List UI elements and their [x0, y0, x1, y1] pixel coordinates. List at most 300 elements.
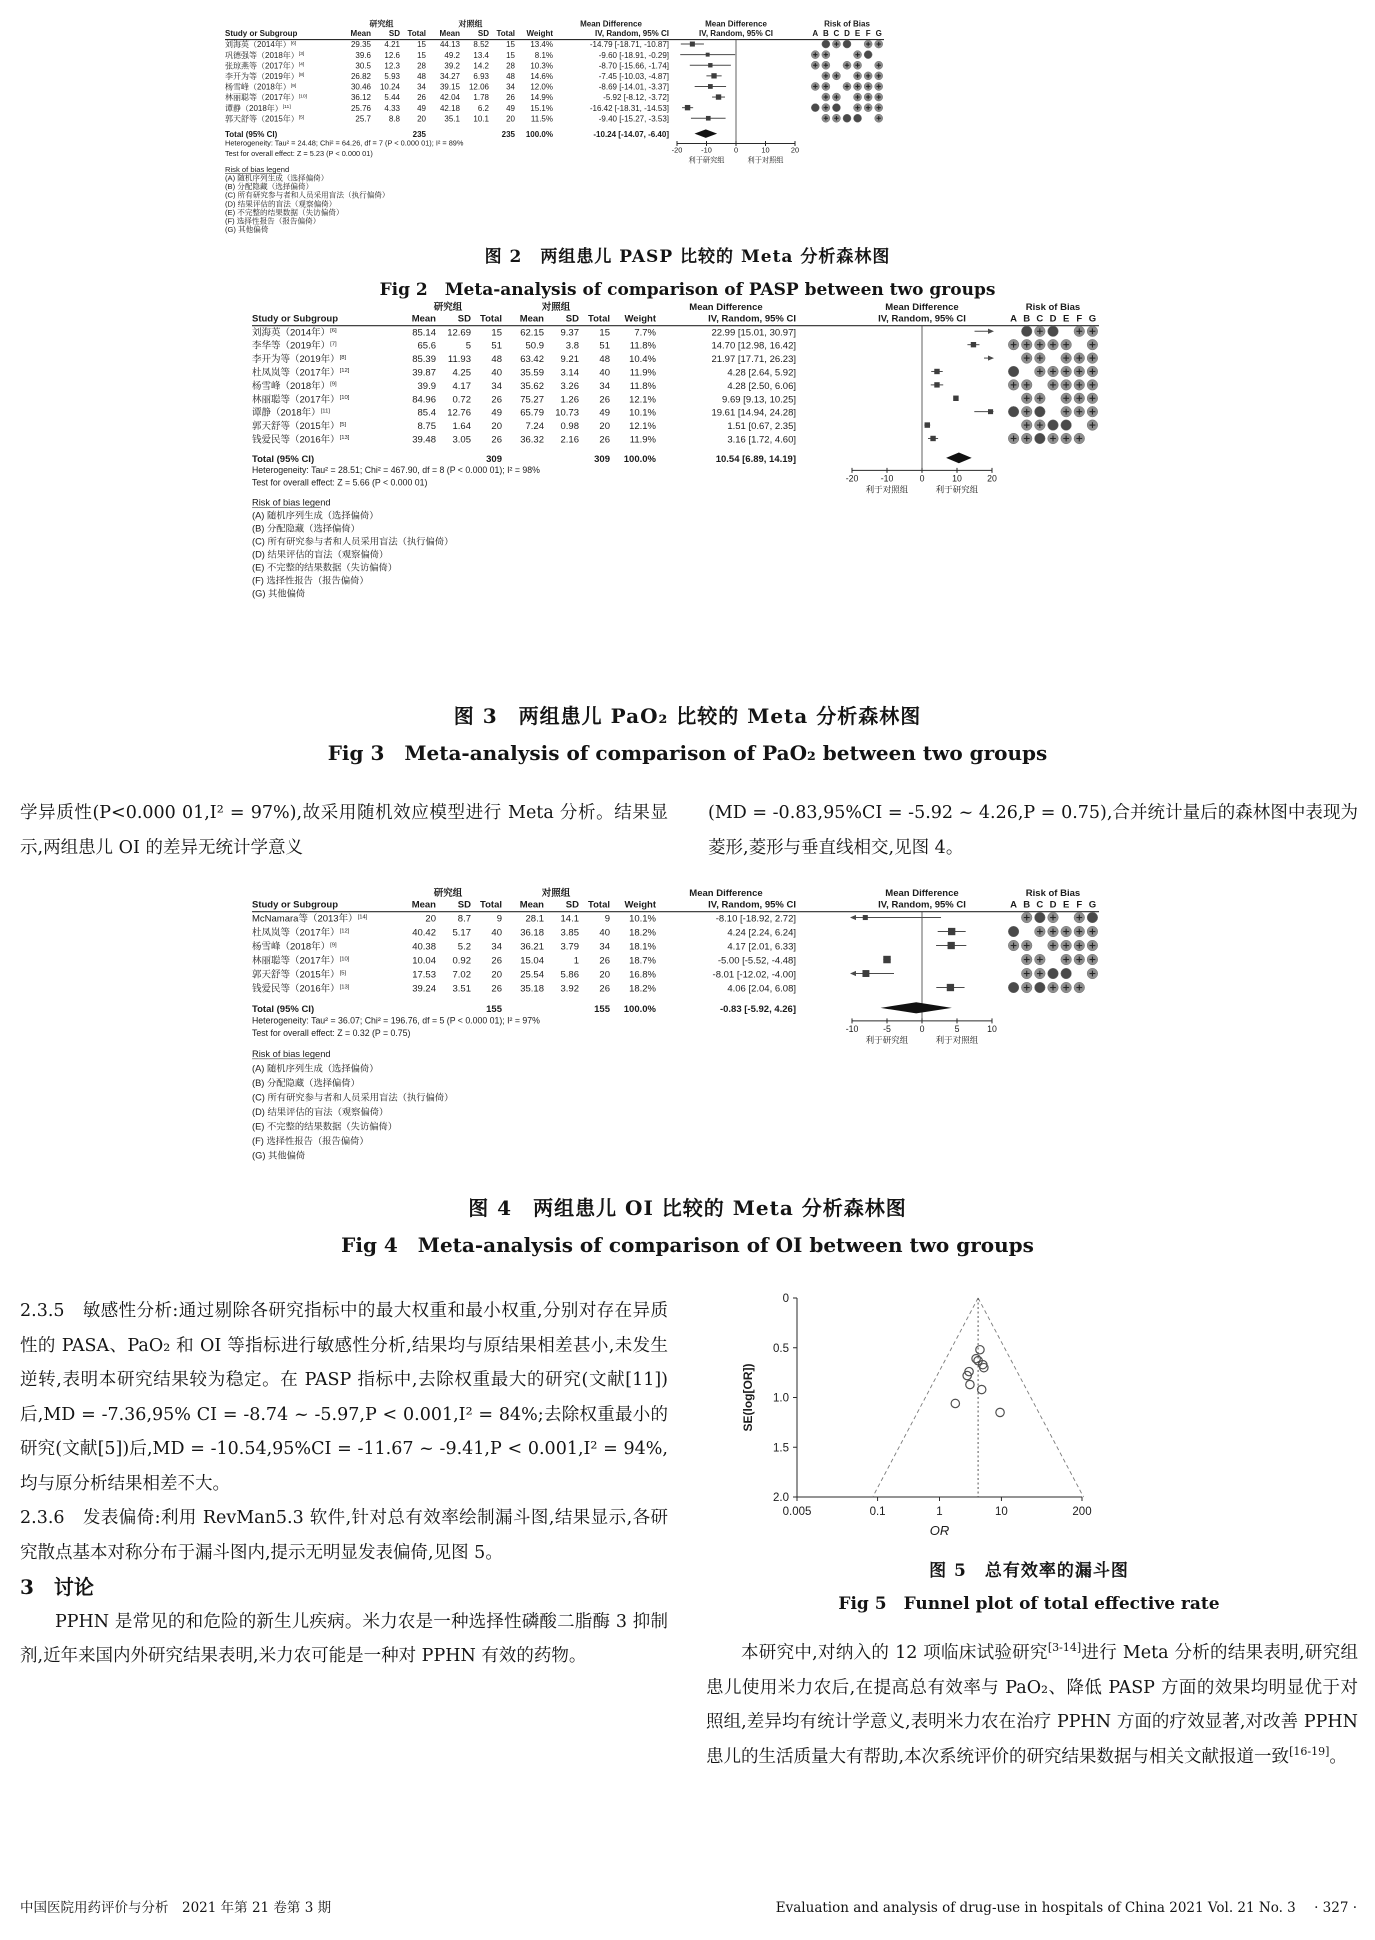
svg-text:34.27: 34.27 — [439, 72, 460, 82]
svg-text:11.8%: 11.8% — [629, 380, 656, 392]
svg-text:郭天舒等（2015年）[5]: 郭天舒等（2015年）[5] — [225, 114, 305, 124]
svg-text:林丽聪等（2017年）[10]: 林丽聪等（2017年）[10] — [252, 394, 350, 406]
svg-text:18.7%: 18.7% — [629, 955, 656, 967]
svg-text:B: B — [822, 29, 829, 38]
svg-text:F: F — [865, 29, 871, 38]
svg-text:Risk of Bias: Risk of Bias — [1025, 301, 1081, 313]
svg-text:研究组: 研究组 — [433, 887, 463, 899]
svg-text:A: A — [1010, 899, 1018, 911]
svg-text:18.1%: 18.1% — [629, 941, 656, 953]
svg-text:34: 34 — [599, 380, 610, 392]
svg-text:0: 0 — [919, 473, 925, 484]
svg-text:0.1: 0.1 — [869, 1506, 886, 1518]
svg-text:Study or Subgroup: Study or Subgroup — [252, 313, 339, 325]
svg-text:(C) 所有研究参与者和人员采用盲法（执行偏倚）: (C) 所有研究参与者和人员采用盲法（执行偏倚） — [225, 190, 390, 200]
svg-text:16.8%: 16.8% — [629, 969, 656, 981]
svg-text:刘海英（2014年）[6]: 刘海英（2014年）[6] — [225, 40, 297, 50]
fig4-caption — [0, 1192, 1375, 1258]
svg-text:10: 10 — [995, 1506, 1008, 1518]
svg-text:36.21: 36.21 — [520, 941, 544, 953]
svg-text:15: 15 — [506, 40, 515, 50]
svg-text:12.0%: 12.0% — [530, 82, 553, 92]
svg-text:26.82: 26.82 — [350, 72, 371, 82]
svg-text:(E) 不完整的结果数据（失访偏倚）: (E) 不完整的结果数据（失访偏倚） — [252, 562, 398, 573]
fig3-pao2-forest-plot — [252, 300, 1105, 605]
svg-text:20: 20 — [491, 969, 502, 981]
svg-text:22.99 [15.01, 30.97]: 22.99 [15.01, 30.97] — [711, 327, 796, 339]
svg-text:利于对照组: 利于对照组 — [865, 484, 909, 495]
svg-text:A: A — [1010, 313, 1018, 325]
svg-text:309: 309 — [594, 453, 610, 465]
svg-text:26: 26 — [599, 983, 610, 995]
svg-text:Study or Subgroup: Study or Subgroup — [252, 899, 339, 911]
svg-text:(E) 不完整的结果数据（失访偏倚）: (E) 不完整的结果数据（失访偏倚） — [252, 1121, 398, 1132]
svg-text:Mean Difference: Mean Difference — [580, 19, 642, 29]
svg-text:3.14: 3.14 — [560, 367, 579, 379]
svg-text:6.2: 6.2 — [477, 103, 489, 113]
svg-text:29.35: 29.35 — [350, 40, 371, 50]
para-2-3-5-sensitivity-analysis: 2.3.5 敏感性分析:通过剔除各研究指标中的最大权重和最小权重,分别对存在异质性的 PASA、PaO₂ 和 OI 等指标进行敏感性分析,结果均与原结果相差甚小,未发生逆转,表明本研究结果较为稳定。在 PASP 指标中,去除权重最大的研究(文献[11])后,MD = -7.36,95% CI = -8.74 ~ -5.97,P < 0.001,I² = 84%;去除权重最小的研究(文献[5])后,MD = -10.54,95%CI = -11.67 ~ -9.41,P < 0.001,I² = 94%,均与原分析结果相差不大。 — [20, 1301, 668, 1494]
svg-text:IV, Random, 95% CI: IV, Random, 95% CI — [878, 899, 966, 911]
svg-text:18.2%: 18.2% — [629, 927, 656, 939]
svg-text:5.2: 5.2 — [457, 941, 471, 953]
svg-text:Total: Total — [407, 29, 426, 38]
fig3-caption — [0, 700, 1375, 766]
svg-text:Total (95% CI): Total (95% CI) — [252, 453, 315, 465]
svg-text:4.25: 4.25 — [452, 367, 471, 379]
svg-text:15: 15 — [506, 50, 515, 60]
fig5-caption-cn: 图 5 总有效率的漏斗图 — [929, 1561, 1129, 1581]
svg-text:1.51 [0.67, 2.35]: 1.51 [0.67, 2.35] — [727, 421, 796, 433]
svg-text:15: 15 — [417, 50, 426, 60]
fig5-caption-en: Fig 5 Funnel plot of total effective rate — [838, 1594, 1220, 1614]
svg-text:26: 26 — [491, 983, 502, 995]
footer-journal-name-cn: 中国医院用药评价与分析 2021 年第 21 卷第 3 期 — [20, 1900, 332, 1916]
svg-text:张琼燕等（2017年）[4]: 张琼燕等（2017年）[4] — [225, 61, 305, 71]
svg-text:Total (95% CI): Total (95% CI) — [225, 129, 278, 139]
svg-text:Mean: Mean — [411, 313, 436, 325]
svg-text:10: 10 — [952, 473, 962, 484]
svg-text:15.04: 15.04 — [520, 955, 544, 967]
svg-text:21.97 [17.71, 26.23]: 21.97 [17.71, 26.23] — [711, 354, 796, 366]
svg-text:7.02: 7.02 — [452, 969, 471, 981]
svg-text:Total: Total — [588, 899, 610, 911]
page-footer — [20, 1896, 1357, 1916]
funnel-point — [977, 1385, 985, 1393]
svg-text:7.7%: 7.7% — [634, 327, 656, 339]
fig4-caption-cn: 图 4 两组患儿 OI 比较的 Meta 分析森林图 — [468, 1196, 907, 1220]
svg-text:研究组: 研究组 — [369, 19, 394, 29]
fig2-caption-en: Fig 2 Meta-analysis of comparison of PASP between two groups — [379, 280, 996, 300]
svg-text:4.28 [2.64, 5.92]: 4.28 [2.64, 5.92] — [727, 367, 796, 379]
svg-text:40.42: 40.42 — [412, 927, 436, 939]
svg-text:Total: Total — [588, 313, 610, 325]
funnel-point — [951, 1399, 959, 1407]
svg-text:51: 51 — [599, 340, 610, 352]
svg-text:(G) 其他偏倚: (G) 其他偏倚 — [225, 225, 269, 235]
svg-text:-10: -10 — [880, 473, 894, 484]
svg-text:14.1: 14.1 — [560, 913, 579, 925]
svg-text:36.12: 36.12 — [350, 93, 371, 103]
svg-text:0.98: 0.98 — [560, 421, 579, 433]
svg-text:-5.92 [-8.12, -3.72]: -5.92 [-8.12, -3.72] — [603, 93, 669, 103]
svg-text:40: 40 — [491, 367, 502, 379]
svg-text:14.2: 14.2 — [473, 61, 489, 71]
svg-text:(E) 不完整的结果数据（失访偏倚）: (E) 不完整的结果数据（失访偏倚） — [225, 207, 344, 217]
svg-text:-20: -20 — [845, 473, 859, 484]
svg-text:5.93: 5.93 — [384, 72, 400, 82]
svg-text:巩德强等（2018年）[3]: 巩德强等（2018年）[3] — [225, 50, 305, 60]
svg-text:235: 235 — [412, 129, 426, 139]
svg-text:McNamara等（2013年）[14]: McNamara等（2013年）[14] — [252, 913, 368, 925]
svg-text:309: 309 — [486, 453, 502, 465]
svg-text:49.2: 49.2 — [444, 50, 460, 60]
svg-text:14.6%: 14.6% — [530, 72, 553, 82]
svg-text:C: C — [833, 29, 840, 38]
svg-text:48: 48 — [599, 354, 610, 366]
svg-text:钱爱民等（2016年）[13]: 钱爱民等（2016年）[13] — [252, 983, 350, 995]
svg-text:9.21: 9.21 — [560, 354, 579, 366]
funnel-point — [972, 1354, 980, 1362]
fig2-caption-cn: 图 2 两组患儿 PASP 比较的 Meta 分析森林图 — [484, 247, 891, 267]
svg-text:(C) 所有研究参与者和人员采用盲法（执行偏倚）: (C) 所有研究参与者和人员采用盲法（执行偏倚） — [252, 536, 454, 547]
svg-text:17.53: 17.53 — [412, 969, 436, 981]
svg-text:28: 28 — [417, 61, 426, 71]
svg-text:20: 20 — [599, 421, 610, 433]
svg-text:5.17: 5.17 — [452, 927, 471, 939]
svg-text:(F) 选择性报告（报告偏倚）: (F) 选择性报告（报告偏倚） — [252, 1136, 369, 1146]
svg-text:(F) 选择性报告（报告偏倚）: (F) 选择性报告（报告偏倚） — [252, 575, 369, 586]
svg-text:IV, Random, 95% CI: IV, Random, 95% CI — [878, 313, 966, 325]
svg-text:26: 26 — [491, 394, 502, 406]
svg-text:50.9: 50.9 — [525, 340, 544, 352]
svg-text:-0.83 [-5.92, 4.26]: -0.83 [-5.92, 4.26] — [719, 1004, 796, 1016]
svg-text:9: 9 — [604, 913, 610, 925]
svg-text:Mean: Mean — [350, 29, 371, 38]
svg-text:4.28 [2.50, 6.06]: 4.28 [2.50, 6.06] — [727, 380, 796, 392]
svg-text:3.92: 3.92 — [560, 983, 579, 995]
svg-text:11.9%: 11.9% — [629, 434, 656, 446]
svg-text:(D) 结果评估的盲法（观察偏倚）: (D) 结果评估的盲法（观察偏倚） — [252, 1107, 389, 1117]
svg-text:10.3%: 10.3% — [530, 61, 553, 71]
svg-text:84.96: 84.96 — [412, 394, 436, 406]
svg-text:10.73: 10.73 — [555, 407, 579, 419]
svg-text:(D) 结果评估的盲法（观察偏倚）: (D) 结果评估的盲法（观察偏倚） — [252, 549, 389, 560]
footer-right — [776, 1900, 1357, 1916]
svg-text:3.16 [1.72, 4.60]: 3.16 [1.72, 4.60] — [727, 434, 796, 446]
svg-text:1.0: 1.0 — [773, 1392, 789, 1405]
svg-text:刘海英（2014年）[6]: 刘海英（2014年）[6] — [252, 327, 337, 339]
svg-text:20: 20 — [506, 114, 515, 124]
fig2-caption — [0, 242, 1375, 300]
svg-text:1: 1 — [573, 955, 579, 967]
para-study-conclusion: 本研究中,对纳入的 12 项临床试验研究[3-14]进行 Meta 分析的结果表明,研究组患儿使用米力农后,在提高总有效率与 PaO₂、降低 PASP 方面的效果均明显优于对照组,差异均有统计学意义,表明米力农在治疗 PPHN 方面的疗效显著,对改善 PPHN 患儿的生活质量大有帮助,本次系统评价的研究结果数据与相关文献报道一致[16-19]。 — [706, 1641, 1358, 1767]
svg-text:34: 34 — [491, 941, 502, 953]
svg-text:(D) 结果评估的盲法（观察偏倚）: (D) 结果评估的盲法（观察偏倚） — [225, 199, 337, 209]
svg-text:Total: Total — [480, 899, 502, 911]
svg-text:3.79: 3.79 — [560, 941, 579, 953]
svg-text:26: 26 — [417, 93, 426, 103]
svg-text:39.6: 39.6 — [355, 50, 371, 60]
svg-text:30.5: 30.5 — [355, 61, 371, 71]
svg-text:Mean: Mean — [519, 899, 544, 911]
svg-text:7.24: 7.24 — [525, 421, 544, 433]
svg-text:85.4: 85.4 — [417, 407, 436, 419]
svg-text:3.8: 3.8 — [565, 340, 579, 352]
svg-text:8.7: 8.7 — [457, 913, 471, 925]
svg-text:(A) 随机序列生成（选择偏倚）: (A) 随机序列生成（选择偏倚） — [252, 510, 379, 521]
svg-text:SD: SD — [388, 29, 400, 38]
svg-text:11.9%: 11.9% — [629, 367, 656, 379]
svg-text:36.18: 36.18 — [520, 927, 544, 939]
svg-text:15: 15 — [599, 327, 610, 339]
fig4-caption-en: Fig 4 Meta-analysis of comparison of OI between two groups — [341, 1233, 1034, 1257]
svg-text:12.6: 12.6 — [384, 50, 400, 60]
svg-text:郭天舒等（2015年）[5]: 郭天舒等（2015年）[5] — [252, 421, 347, 433]
svg-text:(A) 随机序列生成（选择偏倚）: (A) 随机序列生成（选择偏倚） — [225, 173, 329, 183]
svg-text:20: 20 — [987, 473, 997, 484]
svg-text:40: 40 — [491, 927, 502, 939]
svg-text:G: G — [1088, 899, 1097, 911]
svg-text:1.5: 1.5 — [773, 1442, 789, 1455]
svg-text:34: 34 — [417, 82, 426, 92]
svg-text:IV, Random, 95% CI: IV, Random, 95% CI — [595, 29, 669, 38]
svg-text:26: 26 — [599, 955, 610, 967]
svg-text:Test for overall effect: Z = 5: Test for overall effect: Z = 5.66 (P < 0.000 01) — [252, 477, 428, 488]
svg-text:研究组: 研究组 — [433, 301, 463, 313]
svg-text:100.0%: 100.0% — [525, 129, 553, 139]
svg-text:1: 1 — [936, 1506, 943, 1518]
svg-text:42.04: 42.04 — [439, 93, 460, 103]
svg-text:0.5: 0.5 — [773, 1342, 789, 1355]
svg-text:Weight: Weight — [624, 899, 656, 911]
svg-text:Mean Difference: Mean Difference — [885, 301, 959, 313]
svg-text:44.13: 44.13 — [439, 40, 460, 50]
svg-text:0: 0 — [782, 1293, 789, 1305]
svg-text:5.44: 5.44 — [384, 93, 400, 103]
svg-text:Total (95% CI): Total (95% CI) — [252, 1004, 315, 1016]
funnel-point — [976, 1346, 984, 1354]
svg-text:4.06 [2.04, 6.08]: 4.06 [2.04, 6.08] — [727, 983, 796, 995]
svg-text:155: 155 — [594, 1004, 610, 1016]
svg-text:10.1%: 10.1% — [629, 407, 656, 419]
svg-text:Risk of bias legend: Risk of bias legend — [225, 164, 290, 174]
svg-text:Weight: Weight — [526, 29, 553, 38]
svg-text:48: 48 — [506, 72, 515, 82]
svg-text:Test for overall effect: Z = 0: Test for overall effect: Z = 0.32 (P = 0.75) — [252, 1028, 411, 1038]
svg-text:杨雪峰（2018年）[9]: 杨雪峰（2018年）[9] — [252, 941, 337, 953]
svg-text:13.4: 13.4 — [473, 50, 489, 60]
svg-text:28: 28 — [506, 61, 515, 71]
svg-text:Study or Subgroup: Study or Subgroup — [225, 29, 298, 38]
svg-text:(C) 所有研究参与者和人员采用盲法（执行偏倚）: (C) 所有研究参与者和人员采用盲法（执行偏倚） — [252, 1092, 454, 1103]
svg-text:30.46: 30.46 — [350, 82, 371, 92]
svg-text:5.86: 5.86 — [560, 969, 579, 981]
svg-text:-8.01 [-12.02, -4.00]: -8.01 [-12.02, -4.00] — [712, 969, 796, 981]
mid-paragraph-left-column — [20, 796, 668, 865]
svg-text:14.70 [12.98, 16.42]: 14.70 [12.98, 16.42] — [711, 340, 796, 352]
svg-text:19.61 [14.94, 24.28]: 19.61 [14.94, 24.28] — [711, 407, 796, 419]
svg-text:39.2: 39.2 — [444, 61, 460, 71]
svg-text:10.1%: 10.1% — [629, 913, 656, 925]
svg-text:D: D — [844, 29, 850, 38]
svg-text:20: 20 — [790, 145, 800, 155]
svg-text:15.1%: 15.1% — [530, 103, 553, 113]
funnel-point — [966, 1380, 974, 1388]
svg-text:Test for overall effect: Z = 5: Test for overall effect: Z = 5.23 (P < 0.000 01) — [225, 149, 373, 158]
svg-text:4.33: 4.33 — [384, 103, 400, 113]
svg-text:235: 235 — [501, 129, 515, 139]
svg-text:4.17 [2.01, 6.33]: 4.17 [2.01, 6.33] — [727, 941, 796, 953]
svg-text:39.9: 39.9 — [417, 380, 436, 392]
svg-text:39.15: 39.15 — [439, 82, 460, 92]
svg-text:(B) 分配隐藏（选择偏倚）: (B) 分配隐藏（选择偏倚） — [252, 1078, 360, 1088]
svg-text:8.8: 8.8 — [388, 114, 400, 124]
svg-text:0.92: 0.92 — [452, 955, 471, 967]
svg-text:35.1: 35.1 — [444, 114, 460, 124]
svg-text:Mean Difference: Mean Difference — [885, 887, 959, 899]
bottom-right-column — [706, 1636, 1358, 1774]
svg-text:C: C — [1036, 313, 1044, 325]
svg-text:钱爱民等（2016年）[13]: 钱爱民等（2016年）[13] — [252, 434, 350, 446]
svg-text:8.1%: 8.1% — [534, 50, 553, 60]
svg-text:62.15: 62.15 — [520, 327, 544, 339]
svg-text:39.24: 39.24 — [412, 983, 436, 995]
svg-text:李开为等（2019年）[8]: 李开为等（2019年）[8] — [225, 72, 305, 82]
svg-text:34: 34 — [506, 82, 515, 92]
section-3-discussion-heading: 3 讨论 — [20, 1575, 94, 1599]
svg-text:Heterogeneity: Tau² = 24.48; C: Heterogeneity: Tau² = 24.48; Chi² = 64.26, df = 7 (P < 0.000 01); I² = 89% — [225, 138, 464, 148]
svg-text:0.72: 0.72 — [452, 394, 471, 406]
svg-text:2.0: 2.0 — [773, 1492, 789, 1504]
svg-text:6.93: 6.93 — [473, 72, 489, 82]
svg-text:3.05: 3.05 — [452, 434, 471, 446]
svg-text:Risk of bias legend: Risk of bias legend — [252, 497, 331, 508]
svg-text:3.26: 3.26 — [560, 380, 579, 392]
svg-text:F: F — [1076, 313, 1083, 325]
svg-text:10.54 [6.89, 14.19]: 10.54 [6.89, 14.19] — [715, 453, 796, 465]
svg-text:-9.60 [-18.91, -0.29]: -9.60 [-18.91, -0.29] — [598, 50, 669, 60]
svg-text:35.62: 35.62 — [520, 380, 544, 392]
svg-text:12.06: 12.06 — [468, 82, 489, 92]
svg-text:63.42: 63.42 — [520, 354, 544, 366]
svg-text:39.87: 39.87 — [412, 367, 436, 379]
svg-text:0: 0 — [733, 145, 739, 155]
svg-text:Heterogeneity: Tau² = 36.07; C: Heterogeneity: Tau² = 36.07; Chi² = 196.76, df = 5 (P < 0.000 01); I² = 97% — [252, 1015, 540, 1026]
svg-text:Total: Total — [496, 29, 515, 38]
svg-text:E: E — [854, 29, 861, 38]
svg-text:3.85: 3.85 — [560, 927, 579, 939]
svg-text:12.69: 12.69 — [447, 327, 471, 339]
svg-text:郭天舒等（2015年）[5]: 郭天舒等（2015年）[5] — [252, 969, 347, 981]
svg-text:杨雪峰（2018年）[9]: 杨雪峰（2018年）[9] — [225, 82, 297, 92]
mid-left-text: 学异质性(P<0.000 01,I² = 97%),故采用随机效应模型进行 Meta 分析。结果显示,两组患儿 OI 的差异无统计学意义 — [20, 803, 668, 858]
svg-text:-9.40 [-15.27, -3.53]: -9.40 [-15.27, -3.53] — [598, 114, 669, 124]
svg-text:SD: SD — [565, 899, 579, 911]
svg-text:G: G — [1088, 313, 1097, 325]
svg-text:20: 20 — [425, 913, 436, 925]
svg-text:75.27: 75.27 — [520, 394, 544, 406]
svg-text:20: 20 — [599, 969, 610, 981]
svg-text:100.0%: 100.0% — [623, 1004, 656, 1016]
svg-text:4.21: 4.21 — [384, 40, 400, 50]
svg-text:Mean: Mean — [411, 899, 436, 911]
svg-text:200: 200 — [1072, 1506, 1092, 1518]
svg-text:10.24: 10.24 — [379, 82, 400, 92]
svg-text:Mean Difference: Mean Difference — [689, 301, 763, 313]
fig5-caption — [700, 1556, 1358, 1614]
svg-text:G: G — [875, 29, 882, 38]
svg-text:9.69 [9.13, 10.25]: 9.69 [9.13, 10.25] — [722, 394, 796, 406]
svg-text:26: 26 — [599, 434, 610, 446]
svg-text:18.2%: 18.2% — [629, 983, 656, 995]
svg-text:Weight: Weight — [624, 313, 656, 325]
svg-text:杨雪峰（2018年）[9]: 杨雪峰（2018年）[9] — [252, 380, 337, 392]
svg-text:谭静（2018年）[11]: 谭静（2018年）[11] — [252, 407, 331, 419]
svg-text:13.4%: 13.4% — [530, 40, 553, 50]
svg-text:12.1%: 12.1% — [629, 421, 656, 433]
svg-text:F: F — [1076, 899, 1083, 911]
svg-text:谭静（2018年）[11]: 谭静（2018年）[11] — [225, 103, 291, 113]
svg-text:1.78: 1.78 — [473, 93, 489, 103]
svg-text:E: E — [1062, 313, 1070, 325]
svg-text:(G) 其他偏倚: (G) 其他偏倚 — [252, 1150, 306, 1161]
svg-text:100.0%: 100.0% — [623, 453, 656, 465]
svg-text:D: D — [1049, 899, 1057, 911]
svg-text:8.75: 8.75 — [417, 421, 436, 433]
svg-text:A: A — [812, 29, 819, 38]
svg-text:8.52: 8.52 — [473, 40, 489, 50]
svg-text:利于对照组: 利于对照组 — [747, 155, 784, 165]
svg-text:对照组: 对照组 — [541, 301, 571, 313]
svg-text:26: 26 — [491, 434, 502, 446]
svg-text:15: 15 — [491, 327, 502, 339]
svg-text:利于研究组: 利于研究组 — [688, 155, 725, 165]
svg-text:Risk of bias legend: Risk of bias legend — [252, 1049, 331, 1059]
fig2-pasp-forest-plot — [225, 18, 890, 240]
svg-text:利于研究组: 利于研究组 — [865, 1035, 909, 1046]
svg-text:51: 51 — [491, 340, 502, 352]
svg-text:(A) 随机序列生成（选择偏倚）: (A) 随机序列生成（选择偏倚） — [252, 1063, 379, 1074]
svg-text:-5.00 [-5.52, -4.48]: -5.00 [-5.52, -4.48] — [717, 955, 796, 967]
svg-text:35.59: 35.59 — [520, 367, 544, 379]
svg-text:11.5%: 11.5% — [530, 114, 553, 124]
svg-text:IV, Random, 95% CI: IV, Random, 95% CI — [708, 899, 796, 911]
svg-text:SD: SD — [565, 313, 579, 325]
svg-text:15: 15 — [417, 40, 426, 50]
svg-text:34: 34 — [491, 380, 502, 392]
svg-text:Mean: Mean — [439, 29, 460, 38]
svg-text:Risk of Bias: Risk of Bias — [824, 19, 870, 29]
svg-text:(G) 其他偏倚: (G) 其他偏倚 — [252, 588, 306, 599]
svg-text:(B) 分配隐藏（选择偏倚）: (B) 分配隐藏（选择偏倚） — [252, 523, 360, 534]
svg-text:对照组: 对照组 — [458, 19, 483, 29]
svg-text:14.9%: 14.9% — [530, 93, 553, 103]
svg-text:155: 155 — [486, 1004, 502, 1016]
svg-text:OR: OR — [929, 1523, 950, 1538]
svg-text:12.76: 12.76 — [447, 407, 471, 419]
svg-text:利于对照组: 利于对照组 — [935, 1035, 979, 1046]
svg-text:25.54: 25.54 — [520, 969, 544, 981]
svg-text:-10: -10 — [845, 1023, 859, 1034]
para-discussion-intro: PPHN 是常见的和危险的新生儿疾病。米力农是一种选择性磷酸二脂酶 3 抑制剂,近年来国内外研究结果表明,米力农可能是一种对 PPHN 有效的药物。 — [20, 1611, 668, 1666]
svg-text:李华等（2019年）[7]: 李华等（2019年）[7] — [252, 340, 337, 352]
svg-text:10.04: 10.04 — [412, 955, 436, 967]
svg-text:利于研究组: 利于研究组 — [935, 484, 979, 495]
svg-text:49: 49 — [599, 407, 610, 419]
svg-text:1.26: 1.26 — [560, 394, 579, 406]
svg-text:65.6: 65.6 — [417, 340, 436, 352]
